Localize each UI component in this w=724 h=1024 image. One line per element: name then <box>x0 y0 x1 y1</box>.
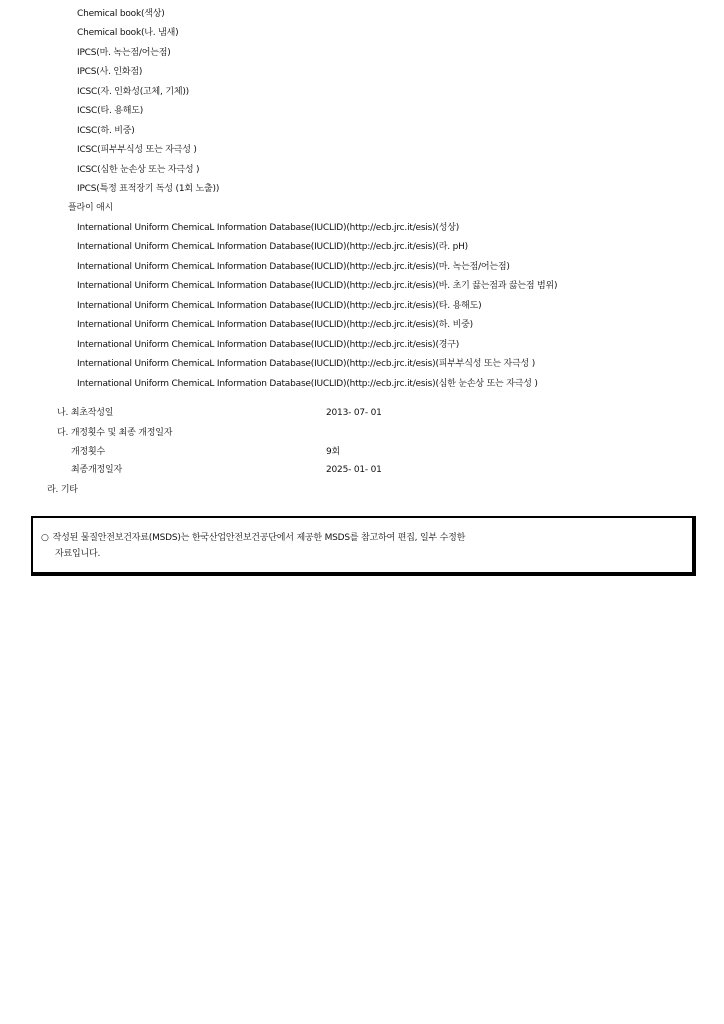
reference-line: ICSC(타. 용해도) <box>77 106 144 116</box>
reference-line: ICSC(하. 비중) <box>77 126 135 136</box>
reference-line: IPCS(마. 녹는점/어는점) <box>77 48 171 58</box>
iuclid-reference-line: International Uniform ChemicaL Information Database(IUCLID)(http://ecb.jrc.it/esis)(심한 눈손상 또는 자극성 ) <box>77 379 538 389</box>
reference-line: ICSC(자. 인화성(고체, 기체)) <box>77 87 189 97</box>
reference-line: Chemical book(색상) <box>77 9 165 19</box>
last-revision-label: 최종개정일자 <box>71 465 122 475</box>
iuclid-reference-line: International Uniform ChemicaL Information Database(IUCLID)(http://ecb.jrc.it/esis)(성상) <box>77 223 460 233</box>
reference-line: Chemical book(나. 냄새) <box>77 28 179 38</box>
notice-line-2: 자료입니다. <box>55 549 101 559</box>
revision-count-value: 9회 <box>326 447 341 457</box>
reference-line: IPCS(특정 표적장기 독성 (1회 노출)) <box>77 184 220 194</box>
iuclid-reference-line: International Uniform ChemicaL Information Database(IUCLID)(http://ecb.jrc.it/esis)(마. 녹는점/어는점) <box>77 262 510 272</box>
iuclid-reference-line: International Uniform ChemicaL Information Database(IUCLID)(http://ecb.jrc.it/esis)(하. 비중) <box>77 320 473 330</box>
iuclid-reference-line: International Uniform ChemicaL Information Database(IUCLID)(http://ecb.jrc.it/esis)(라. pH) <box>77 242 468 252</box>
iuclid-reference-line: International Uniform ChemicaL Information Database(IUCLID)(http://ecb.jrc.it/esis)(타. 용해도) <box>77 301 482 311</box>
iuclid-reference-line: International Uniform ChemicaL Information Database(IUCLID)(http://ecb.jrc.it/esis)(피부부식성 또는 자극성 ) <box>77 359 536 369</box>
first-written-label: 나. 최초작성일 <box>57 408 114 418</box>
section-heading: 플라이 애시 <box>68 203 114 213</box>
notice-text <box>41 530 681 562</box>
circle-bullet-icon: ○ <box>41 533 49 543</box>
revision-count-label: 개정횟수 <box>71 447 105 457</box>
notice-line-1 <box>41 530 681 546</box>
iuclid-reference-line: International Uniform ChemicaL Information Database(IUCLID)(http://ecb.jrc.it/esis)(경구) <box>77 340 460 350</box>
notice-line-1-text: 작성된 물질안전보건자료(MSDS)는 한국산업안전보건공단에서 제공한 MSDS를 참고하여 편집, 일부 수정한 <box>52 533 466 543</box>
iuclid-reference-line: International Uniform ChemicaL Information Database(IUCLID)(http://ecb.jrc.it/esis)(바. 초기 끓는점과 끓는점 범위) <box>77 281 558 291</box>
notice-box <box>31 516 696 576</box>
other-heading: 라. 기타 <box>47 485 78 495</box>
last-revision-value: 2025- 01- 01 <box>326 465 382 475</box>
first-written-value: 2013- 07- 01 <box>326 408 382 418</box>
reference-line: ICSC(심한 눈손상 또는 자극성 ) <box>77 165 200 175</box>
reference-line: ICSC(피부부식성 또는 자극성 ) <box>77 145 197 155</box>
reference-line: IPCS(사. 인화점) <box>77 67 143 77</box>
revision-heading: 다. 개정횟수 및 최종 개정일자 <box>57 428 173 438</box>
